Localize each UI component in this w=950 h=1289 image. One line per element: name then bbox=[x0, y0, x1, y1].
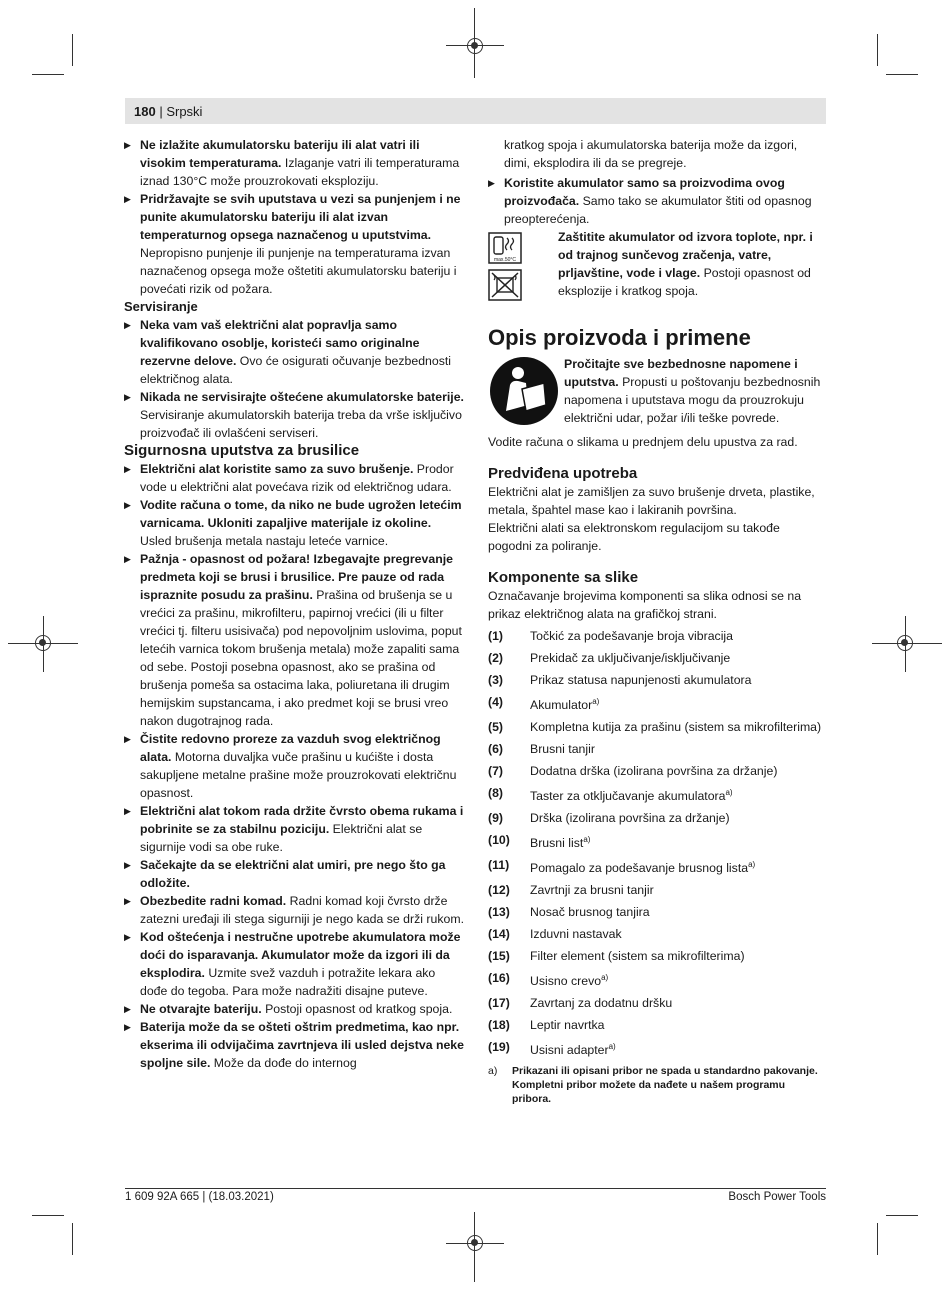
crop-mark bbox=[886, 74, 918, 75]
component-label: Filter element (sistem sa mikrofilterima) bbox=[530, 949, 745, 964]
component-number: (16) bbox=[488, 971, 510, 986]
registration-mark bbox=[35, 635, 51, 651]
component-item bbox=[488, 994, 826, 1012]
component-label: Zavrtanj za dodatnu dršku bbox=[530, 996, 673, 1011]
component-item bbox=[488, 903, 826, 921]
component-item bbox=[488, 856, 826, 877]
component-number: (9) bbox=[488, 811, 504, 826]
crop-mark bbox=[877, 1223, 878, 1255]
bullet-item: ▶ Nikada ne servisirajte oštećene akumulatorske baterije. Servisiranje akumulatorskih baterija treba da vrše isključivo proizvođač ili ovlašćeni serviseri. bbox=[124, 388, 464, 442]
footer-rule bbox=[125, 1188, 826, 1189]
bullet-item: ▶ Pažnja - opasnost od požara! Izbegavajte pregrevanje predmeta koji se brusi i brusilice. Pre pauze od rada ispraznite posudu za prašinu. Prašina od brušenja se u vrećici za prašinu, mikrofilteru, papirnoj vrećici (ili u filter vrećici tj. filteru usisivača) pod nepovoljnim uslovima, poput letećih varnica tokom brušenja metala) može zapaliti sama od sebe. Postoji posebna opasnost, ako se prašina od brušenja pomeša sa ostacima laka, poliuretana ili drugim hemijskim supstancama, i ako predmet koji se brusi vreo nakon dugotrajnog rada. bbox=[124, 550, 464, 730]
section-heading: Komponente sa slike bbox=[488, 569, 639, 586]
component-number: (1) bbox=[488, 629, 504, 643]
max-temperature-icon bbox=[488, 232, 522, 264]
component-label: Akumulator$^{a)}$ bbox=[530, 697, 600, 713]
crop-mark bbox=[72, 34, 73, 66]
component-number: (6) bbox=[488, 742, 504, 757]
component-label: Pomagalo za podešavanje brusnog lista$^{a)}$ bbox=[530, 860, 756, 876]
bullet-item: ▶ Ne izlažite akumulatorsku bateriju ili alat vatri ili visokim temperaturama. Izlaganje vatri ili temperaturama iznad 130°C može prouzrokovati eksploziju. bbox=[124, 136, 464, 190]
bullet-item: ▶ Električni alat koristite samo za suvo brušenje. Prodor vode u električni alat povećava rizik od električnog udara. bbox=[124, 460, 464, 496]
crop-mark bbox=[72, 1223, 73, 1255]
crop-mark bbox=[877, 34, 878, 66]
read-manual-icon bbox=[488, 355, 564, 431]
component-number: (3) bbox=[488, 673, 504, 687]
component-item bbox=[488, 1038, 826, 1059]
component-label: Kompletna kutija za prašinu (sistem sa mikrofilterima) bbox=[530, 720, 822, 735]
component-number: (5) bbox=[488, 720, 504, 735]
bullet-item: ▶ Čistite redovno proreze za vazduh svog električnog alata. Motorna duvaljka vuče prašinu u kućište i dosta sakupljene metalne prašine može prouzrokovati električnu opasnost. bbox=[124, 730, 464, 802]
bullet-item: ▶ Vodite računa o tome, da niko ne bude ugrožen letećim varnicama. Ukloniti zapaljive materijale iz okoline. Usled brušenja metala nastaju leteće varnice. bbox=[124, 496, 464, 550]
component-number: (12) bbox=[488, 883, 510, 898]
component-number: (4) bbox=[488, 695, 504, 709]
footnote-text: Prikazani ili opisani pribor ne spada u standardno pakovanje. Kompletni pribor možete da nađete u našem programu pribora. bbox=[512, 1064, 818, 1105]
components-intro: Označavanje brojevima komponenti sa slika odnosi se na prikaz električnog alata na grafičkoj strani. bbox=[488, 589, 802, 621]
component-label: Taster za otključavanje akumulatora$^{a)}$ bbox=[530, 788, 733, 804]
continued-text: kratkog spoja i akumulatorska baterija može da izgori, dimi, eksplodira ili da se pregreje. bbox=[504, 138, 798, 170]
component-item bbox=[488, 693, 826, 714]
section-heading: Sigurnosna uputstva za brusilice bbox=[124, 442, 360, 459]
bullet-item: ▶ Obezbedite radni komad. Radni komad koji čvrsto drže zatezni uređaji ili stega sigurniji je nego kada se drži rukom. bbox=[124, 892, 464, 928]
component-item bbox=[488, 762, 826, 780]
component-item bbox=[488, 947, 826, 965]
component-item bbox=[488, 627, 826, 645]
component-item bbox=[488, 1016, 826, 1034]
component-number: (2) bbox=[488, 651, 504, 665]
component-item bbox=[488, 925, 826, 943]
read-instructions-text: Pročitajte sve bezbednosne napomene i uputstva. Propusti u poštovanju bezbednosnih napomena i uputstava mogu da prouzrokuju električni udar, požar i/ili teške povrede. bbox=[564, 357, 821, 425]
footer-right: Bosch Power Tools bbox=[728, 1191, 826, 1203]
page-number: 180 bbox=[134, 104, 156, 119]
bullet-item: ▶ Kod oštećenja i nestručne upotrebe akumulatora može doći do isparavanja. Akumulator može da izgori ili da eksplodira. Uzmite svež vazduh i potražite lekara ako dođe do tegoba. Para može nadražiti disajne puteve. bbox=[124, 928, 464, 1000]
registration-mark bbox=[467, 38, 483, 54]
components-list bbox=[488, 627, 826, 1060]
component-label: Izduvni nastavak bbox=[530, 927, 622, 942]
component-item bbox=[488, 881, 826, 899]
component-item bbox=[488, 784, 826, 805]
component-number: (13) bbox=[488, 905, 510, 920]
component-label: Drška (izolirana površina za držanje) bbox=[530, 811, 730, 826]
bullet-item: ▶ Ne otvarajte bateriju. Postoji opasnost od kratkog spoja. bbox=[124, 1000, 464, 1018]
use-text: Električni alat je zamišljen za suvo brušenje drveta, plastike, metala, špahtel mase kao i lakiranih površina. bbox=[488, 485, 815, 517]
language-label: Srpski bbox=[166, 104, 203, 119]
component-label: Prikaz statusa napunjenosti akumulatora bbox=[530, 673, 752, 687]
component-item bbox=[488, 718, 826, 736]
bullet-item: ▶ Baterija može da se ošteti oštrim predmetima, kao npr. ekserima ili odvijačima zavrtnjeva ili usled dejstva neke spoljne sile. Može da dođe do internog bbox=[124, 1018, 464, 1072]
crop-mark bbox=[886, 1215, 918, 1216]
footer-left: 1 609 92A 665 | (18.03.2021) bbox=[125, 1191, 274, 1203]
component-label: Brusni list$^{a)}$ bbox=[530, 835, 591, 851]
svg-text:max.50°C: max.50°C bbox=[493, 257, 517, 263]
component-label: Zavrtnji za brusni tanjir bbox=[530, 883, 654, 898]
page-header bbox=[125, 98, 826, 124]
bullet-item: ▶ Sačekajte da se električni alat umiri, pre nego što ga odložite. bbox=[124, 856, 464, 892]
component-label: Usisno crevo$^{a)}$ bbox=[530, 973, 609, 989]
no-water-dirt-icon bbox=[488, 269, 522, 301]
component-label: Leptir navrtka bbox=[530, 1018, 605, 1033]
crop-mark bbox=[32, 1215, 64, 1216]
component-number: (19) bbox=[488, 1040, 510, 1055]
component-number: (10) bbox=[488, 833, 510, 848]
component-number: (18) bbox=[488, 1018, 510, 1033]
component-label: Prekidač za uključivanje/isključivanje bbox=[530, 651, 731, 665]
component-label: Brusni tanjir bbox=[530, 742, 595, 757]
crop-mark bbox=[32, 74, 64, 75]
left-column bbox=[124, 136, 464, 1072]
read-instructions bbox=[488, 357, 826, 431]
component-label: Dodatna drška (izolirana površina za držanje) bbox=[530, 764, 778, 779]
section-title: Opis proizvoda i primene bbox=[488, 325, 751, 350]
use-text: Električni alati sa elektronskom regulacijom su takođe pogodni za poliranje. bbox=[488, 521, 780, 553]
component-number: (15) bbox=[488, 949, 510, 964]
component-number: (14) bbox=[488, 927, 510, 942]
component-number: (8) bbox=[488, 786, 504, 801]
component-item bbox=[488, 969, 826, 990]
bullet-item: ▶ Neka vam vaš električni alat popravlja samo kvalifikovano osoblje, koristeći samo originalne rezervne delove. Ovo će osigurati očuvanje bezbednosti električnog alata. bbox=[124, 316, 464, 388]
component-number: (17) bbox=[488, 996, 510, 1011]
section-heading: Servisiranje bbox=[124, 299, 198, 314]
bullet-item: ▶ Električni alat tokom rada držite čvrsto obema rukama i pobrinite se za stabilnu poziciju. Električni alat se sigurnije vodi sa obe ruke. bbox=[124, 802, 464, 856]
component-number: (11) bbox=[488, 858, 510, 873]
component-number: (7) bbox=[488, 764, 504, 779]
component-label: Nosač brusnog tanjira bbox=[530, 905, 650, 920]
component-item bbox=[488, 831, 826, 852]
heat-warning-text: Zaštitite akumulator od izvora toplote, npr. i od trajnog sunčevog zračenja, vatre, prljavštine, vode i vlage. Postoji opasnost od eksplozije i kratkog spoja. bbox=[558, 230, 813, 298]
right-column bbox=[488, 136, 826, 1106]
footnote-mark: a) bbox=[488, 1064, 498, 1077]
warning-icons bbox=[488, 232, 558, 301]
footnote bbox=[488, 1064, 826, 1106]
section-heading: Predviđena upotreba bbox=[488, 465, 638, 482]
component-item bbox=[488, 671, 826, 689]
component-item bbox=[488, 740, 826, 758]
note-text: Vodite računa o slikama u prednjem delu upustva za rad. bbox=[488, 435, 798, 449]
bullet-item: ▶ Pridržavajte se svih uputstava u vezi sa punjenjem i ne punite akumulatorsku bateriju ili alat izvan temperaturnog opsega naznačenog u uputstvima. Nepropisno punjenje ili punjenje na temperaturama izvan naznačenog opsega može oštetiti akumulatorsku bateriju i povećati rizik od požara. bbox=[124, 190, 464, 298]
registration-mark bbox=[467, 1235, 483, 1251]
component-label: Točkić za podešavanje broja vibracija bbox=[530, 629, 734, 643]
registration-mark bbox=[897, 635, 913, 651]
component-label: Usisni adapter$^{a)}$ bbox=[530, 1042, 616, 1058]
page-header-text: 180 | Srpski bbox=[134, 104, 203, 119]
heat-warning bbox=[488, 232, 826, 301]
component-item bbox=[488, 649, 826, 667]
component-item bbox=[488, 809, 826, 827]
bullet-item: ▶ Koristite akumulator samo sa proizvodima ovog proizvođača. Samo tako se akumulator štiti od opasnog preopterećenja. bbox=[488, 174, 826, 228]
